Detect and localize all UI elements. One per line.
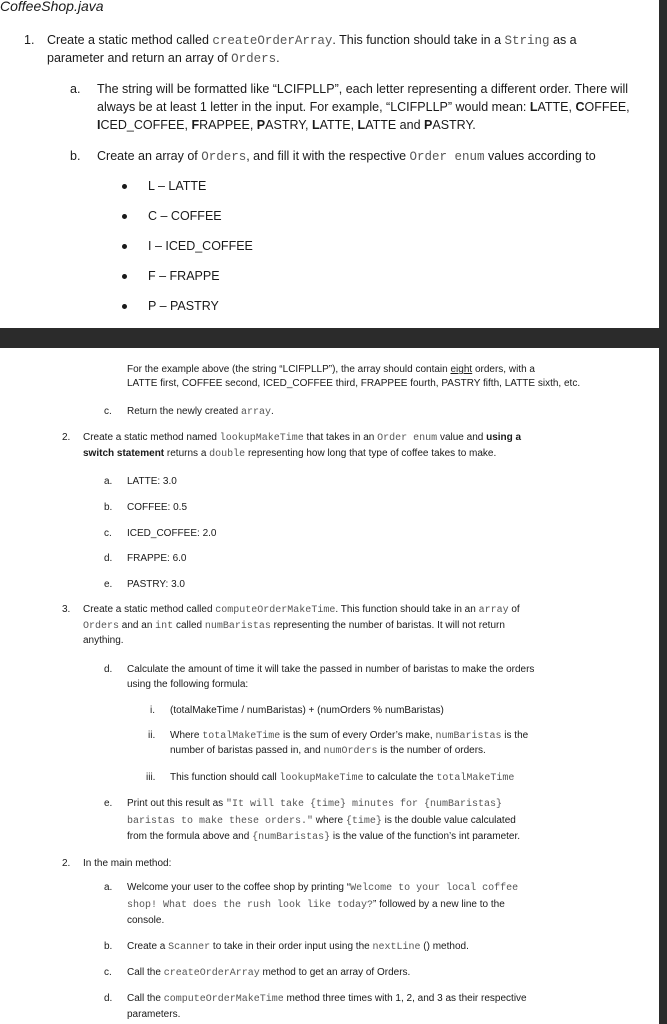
- item-2-line-1: Create a static method named lookupMakeTime that takes in an Order enum value and using a: [83, 432, 522, 444]
- time-marker-b: b.: [104, 502, 113, 513]
- time-marker-c: c.: [104, 528, 112, 539]
- time-coffee: COFFEE: 0.5: [127, 502, 188, 513]
- bullet-iced-coffee: I – ICED_COFFEE: [148, 239, 253, 253]
- sub-i-marker: i.: [150, 705, 155, 716]
- item-3-line-1: Create a static method called computeOrderMakeTime. This function should take in an array of: [83, 604, 520, 616]
- item-2-line-2: switch statement returns a double representing how long that type of coffee takes to make.: [83, 448, 497, 460]
- sub-a-marker: a.: [70, 82, 81, 96]
- item-3-line-2: Orders and an int called numBaristas representing the number of baristas. It will not return: [83, 620, 505, 632]
- main-c-line: Call the createOrderArray method to get an array of Orders.: [127, 967, 411, 979]
- main-d-line-2: parameters.: [127, 1009, 181, 1020]
- main-b-marker: b.: [104, 941, 113, 952]
- time-marker-a: a.: [104, 476, 113, 487]
- sub-ii-marker: ii.: [148, 730, 156, 741]
- main-a-line-3: console.: [127, 915, 165, 926]
- sub-a-line-1: The string will be formatted like “LCIFPLLP”, each letter representing a different order. There will: [97, 82, 629, 96]
- bullet-pastry: P – PASTRY: [148, 299, 219, 313]
- main-a-line-1: Welcome your user to the coffee shop by printing “Welcome to your local coffee: [127, 882, 519, 894]
- item-number-3: 3.: [62, 604, 71, 615]
- sub-b-marker: b.: [70, 149, 81, 163]
- item-1-line-2: parameter and return an array of Orders.: [47, 51, 280, 66]
- section-divider: [0, 328, 667, 348]
- time-iced-coffee: ICED_COFFEE: 2.0: [127, 528, 217, 539]
- sub-b-line-1: Create an array of Orders, and fill it with the respective Order enum values according to: [97, 149, 596, 164]
- sub-a-line-2: always be at least 1 letter in the input. For example, “LCIFPLLP” would mean: LATTE, COFFEE,: [97, 100, 630, 114]
- bullet-latte: L – LATTE: [148, 179, 207, 193]
- right-edge: [659, 0, 667, 1024]
- sub-a-line-3: ICED_COFFEE, FRAPPEE, PASTRY, LATTE, LATTE and PASTRY.: [97, 118, 476, 132]
- item-1-line-1: Create a static method called createOrderArray. This function should take in a String as a: [47, 33, 577, 48]
- instructions-card-top: [0, 0, 659, 328]
- item-3-line-3: anything.: [83, 635, 124, 646]
- file-title: CoffeeShop.java: [0, 0, 104, 14]
- sub-d-line-2: using the following formula:: [127, 679, 249, 690]
- main-d-line-1: Call the computeOrderMakeTime method three times with 1, 2, and 3 as their respective: [127, 993, 527, 1005]
- time-marker-e: e.: [104, 579, 113, 590]
- sub-c-marker: c.: [104, 406, 112, 417]
- main-d-marker: d.: [104, 993, 113, 1004]
- item-number-4: 2.: [62, 858, 71, 869]
- time-pastry: PASTRY: 3.0: [127, 579, 185, 590]
- sub-ii-line-1: Where totalMakeTime is the sum of every Order’s make, numBaristas is the: [170, 730, 529, 742]
- sub-iii-line: This function should call lookupMakeTime to calculate the totalMakeTime: [170, 772, 515, 784]
- main-a-line-2: shop! What does the rush look like today?” followed by a new line to the: [127, 899, 505, 911]
- bullet-frappe: F – FRAPPE: [148, 269, 220, 283]
- time-frappe: FRAPPE: 6.0: [127, 553, 187, 564]
- time-latte: LATTE: 3.0: [127, 476, 177, 487]
- sub-ii-line-2: number of baristas passed in, and numOrders is the number of orders.: [170, 745, 486, 757]
- main-c-marker: c.: [104, 967, 112, 978]
- sub-d-marker: d.: [104, 664, 113, 675]
- sub-iii-marker: iii.: [146, 772, 156, 783]
- example-line-2: LATTE first, COFFEE second, ICED_COFFEE third, FRAPPEE fourth, PASTRY fifth, LATTE sixth, etc.: [127, 378, 581, 389]
- sub-e-line-1: Print out this result as "It will take {time} minutes for {numBaristas}: [127, 798, 502, 810]
- time-marker-d: d.: [104, 553, 113, 564]
- main-b-line: Create a Scanner to take in their order input using the nextLine () method.: [127, 941, 469, 953]
- item-number-1: 1.: [24, 33, 35, 47]
- sub-e-line-2: baristas to make these orders." where {time} is the double value calculated: [127, 815, 516, 827]
- main-method-heading: In the main method:: [83, 858, 172, 869]
- instructions-card-bottom: [0, 348, 659, 1024]
- sub-d-line-1: Calculate the amount of time it will take the passed in number of baristas to make the orders: [127, 664, 535, 675]
- example-line-1: For the example above (the string “LCIFPLLP”), the array should contain eight orders, with a: [127, 364, 535, 375]
- sub-e-line-3: from the formula above and {numBaristas} is the value of the function’s int parameter.: [127, 831, 521, 843]
- item-number-2: 2.: [62, 432, 71, 443]
- sub-c-line: Return the newly created array.: [127, 406, 274, 418]
- main-a-marker: a.: [104, 882, 113, 893]
- bullet-coffee: C – COFFEE: [148, 209, 222, 223]
- sub-e-marker: e.: [104, 798, 113, 809]
- formula: (totalMakeTime / numBaristas) + (numOrders % numBaristas): [170, 705, 444, 716]
